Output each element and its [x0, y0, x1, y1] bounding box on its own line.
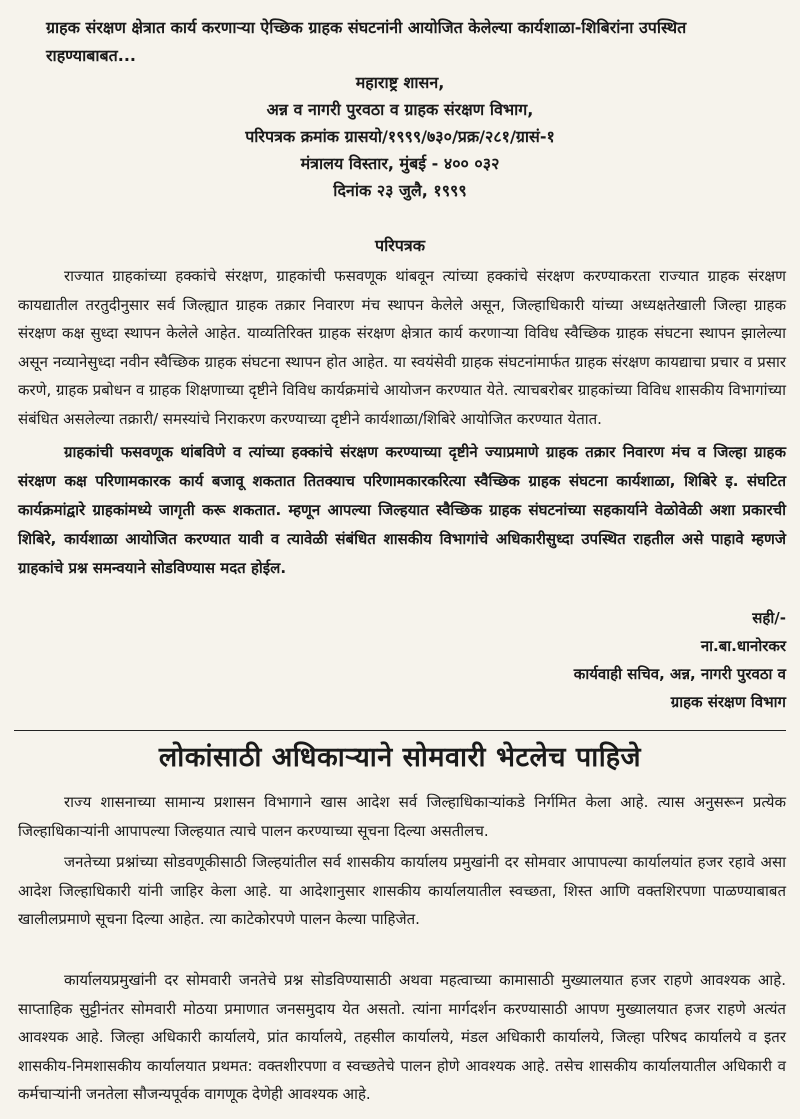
- circular-paragraph-1: राज्यात ग्राहकांच्या हक्कांचे संरक्षण, ग्राहकांची फसवणूक थांबवून त्यांच्या हक्कांचे संरक्षण करण्याकरता राज्यात ग्राहक संरक्षण कायद्यातील तरतुदीनुसार सर्व जिल्ह्यात ग्राहक तक्रार निवारण मंच स्थापन केलेले असून, जिल्हाधिकारी यांच्या अध्यक्षतेखाली जिल्हा ग्राहक संरक्षण कक्ष सुध्दा स्थापन केलेले आहेत. याव्यतिरिक्त ग्राहक संरक्षण क्षेत्रात कार्य करणाऱ्या विविध स्वैच्छिक ग्राहक संघटना स्थापन झालेल्या असून नव्यानेसुध्दा नवीन स्वैच्छिक ग्राहक संघटना स्थापन होत आहेत. या स्वयंसेवी ग्राहक संघटनांमार्फत ग्राहक संरक्षण कायद्याचा प्रचार व प्रसार करणे, ग्राहक प्रबोधन व ग्राहक शिक्षणाच्या दृष्टीने विविध कार्यक्रमांचे आयोजन करण्यात येते. त्याचबरोबर ग्राहकांच्या विविध शासकीय विभागांच्या संबंधित असलेल्या तक्रारी/ समस्यांचे निराकरण करण्याच्या दृष्टीने कार्यशाळा/शिबिरे आयोजित करण्यात येतात.: [18, 267, 786, 428]
- circular-date: दिनांक २३ जुलै, १९९९: [333, 181, 467, 200]
- article-headline: लोकांसाठी अधिकाऱ्याने सोमवारी भेटलेच पाहिजे: [158, 742, 642, 773]
- signatory-title-1: कार्यवाही सचिव, अन्न, नागरी पुरवठा व: [573, 665, 786, 683]
- signatory-title-2: ग्राहक संरक्षण विभाग: [670, 693, 786, 711]
- office-address: मंत्रालय विस्तार, मुंबई - ४०० ०३२: [300, 154, 500, 173]
- circular-number: परिपत्रक क्रमांक ग्रासयो/१९९९/७३०/प्रक्र/२८१/ग्रासं-१: [245, 127, 555, 146]
- article-paragraph-3: कार्यालयप्रमुखांनी दर सोमवारी जनतेचे प्रश्न सोडविण्यासाठी अथवा महत्वाच्या कामासाठी मुख्यालयात हजर राहणे आवश्यक आहे. साप्ताहिक सुट्टीनंतर सोमवारी मोठया प्रमाणात जनसमुदाय येत असतो. त्यांना मार्गदर्शन करण्यासाठी आपण मुख्यालयात हजर राहणे अत्यंत आवश्यक आहे. जिल्हा अधिकारी कार्यालये, प्रांत कार्यालये, तहसील कार्यालये, मंडल अधिकारी कार्यालये, जिल्हा परिषद कार्यालये व इतर शासकीय-निमशासकीय कार्यालयात प्रथमत: वक्तशीरपणा व स्वच्छतेचे पालन होणे आवश्यक आहे. तसेच शासकीय कार्यालयातील अधिकारी व कर्मचाऱ्यांनी जनतेला सौजन्यपूर्वक वागणूक देणेही आवश्यक आहे.: [18, 971, 786, 1103]
- department-name: अन्न व नागरी पुरवठा व ग्राहक संरक्षण विभाग,: [266, 100, 534, 119]
- article-paragraph-1: राज्य शासनाच्या सामान्य प्रशासन विभागाने खास आदेश सर्व जिल्हाधिकाऱ्यांकडे निर्गमित केला आहे. त्यास अनुसरून प्रत्येक जिल्हाधिकाऱ्यांनी आपापल्या जिल्हयात त्याचे पालन करण्याच्या सूचना दिल्या असतीलच.: [18, 793, 786, 840]
- section-divider: [14, 730, 786, 731]
- signatory-name: ना.बा.धानोरकर: [700, 637, 786, 655]
- circular-paragraph-2: ग्राहकांची फसवणूक थांबविणे व त्यांच्या हक्कांचे संरक्षण करण्याच्या दृष्टीने ज्याप्रमाणे ग्राहक तक्रार निवारण मंच व जिल्हा ग्राहक संरक्षण कक्ष परिणामकारक कार्य बजावू शकतात तितक्याच परिणामकारकरित्या स्वैच्छिक ग्राहक संघटना कार्यशाळा, शिबिरे इ. संघटित कार्यक्रमांद्वारे ग्राहकांमध्ये जागृती करू शकतात. म्हणून आपल्या जिल्हयात स्वैच्छिक ग्राहक संघटनांच्या सहकार्याने वेळोवेळी अशा प्रकारची शिबिरे, कार्यशाळा आयोजित करण्यात यावी व त्यावेळी संबंधित शासकीय विभागांचे अधिकारीसुध्दा उपस्थित राहतील असे पाहावे म्हणजे ग्राहकांचे प्रश्न समन्वयाने सोडविण्यास मदत होईल.: [18, 443, 786, 577]
- circular-heading: परिपत्रक: [375, 236, 425, 255]
- circular-header: [0, 69, 800, 204]
- article-paragraph-2: जनतेच्या प्रश्नांच्या सोडवणूकीसाठी जिल्हयांतील सर्व शासकीय कार्यालय प्रमुखांनी दर सोमवार आपापल्या कार्यालयांत हजर रहावे असा आदेश जिल्हाधिकारी यांनी जाहिर केला आहे. या आदेशानुसार शासकीय कार्यालयातील स्वच्छता, शिस्त आणि वक्तशिरपणा पाळण्याबाबत खालीलप्रमाणे सूचना दिल्या आहेत. त्या काटेकोरपणे पालन केल्या पाहिजेत.: [18, 853, 786, 928]
- signature-sd: सही/-: [752, 609, 786, 627]
- government-name: महाराष्ट्र शासन,: [355, 73, 445, 92]
- signature-block: [366, 604, 786, 716]
- circular-subject: ग्राहक संरक्षण क्षेत्रात कार्य करणाऱ्या ऐच्छिक ग्राहक संघटनांनी आयोजित केलेल्या कार्यशाळा-शिबिरांना उपस्थित राहण्याबाबत...: [46, 18, 687, 65]
